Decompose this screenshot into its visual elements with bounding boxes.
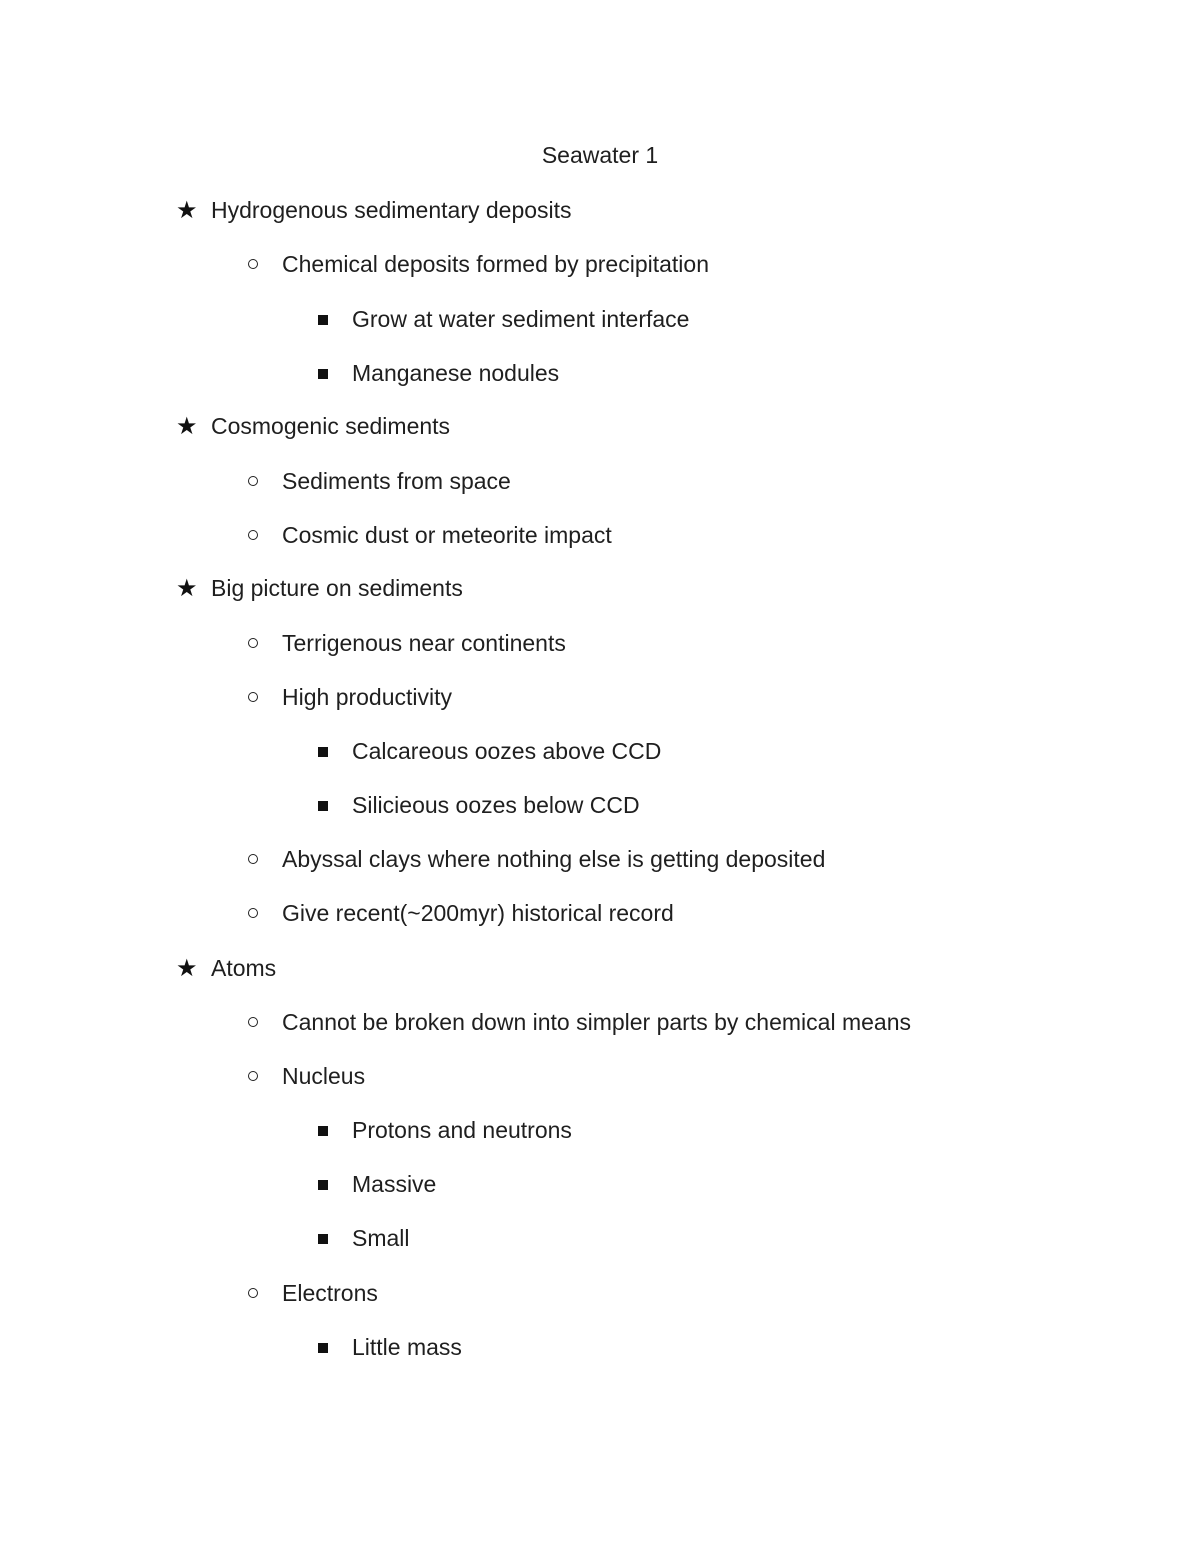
list-item-text: Silicieous oozes below CCD [352,792,640,818]
star-bullet-icon: ★ [176,196,198,224]
list-item-text: Nucleus [282,1063,366,1089]
list-item-text: Big picture on sediments [211,575,463,601]
page-title: Seawater 1 [541,142,659,168]
list-item-text: Atoms [211,955,277,981]
list-item-text: Hydrogenous sedimentary deposits [211,197,572,223]
list-item-text: Chemical deposits formed by precipitation [282,251,709,277]
list-item-text: Massive [352,1171,437,1197]
star-bullet-icon: ★ [176,412,198,440]
list-item-text: Cannot be broken down into simpler parts by chemical means [282,1009,911,1035]
list-item-text: Give recent(~200myr) historical record [282,900,674,926]
circle-bullet-icon [248,898,258,928]
square-bullet-icon [318,790,328,820]
circle-bullet-icon [248,520,258,550]
circle-bullet-icon [248,1278,258,1308]
list-item-text: Calcareous oozes above CCD [352,738,662,764]
square-bullet-icon [318,1223,328,1253]
circle-bullet-icon [248,682,258,712]
square-bullet-icon [318,1332,328,1362]
list-item-text: Little mass [352,1334,462,1360]
square-bullet-icon [318,1115,328,1145]
list-item-text: Abyssal clays where nothing else is getting deposited [282,846,826,872]
star-bullet-icon: ★ [176,954,198,982]
list-item-text: High productivity [282,684,453,710]
circle-bullet-icon [248,1007,258,1037]
square-bullet-icon [318,304,328,334]
list-item-text: Electrons [282,1280,378,1306]
star-bullet-icon: ★ [176,574,198,602]
list-item-text: Small [352,1225,410,1251]
list-item-text: Manganese nodules [352,360,560,386]
circle-bullet-icon [248,844,258,874]
circle-bullet-icon [248,1061,258,1091]
list-item-text: Terrigenous near continents [282,630,566,656]
list-item-text: Cosmic dust or meteorite impact [282,522,612,548]
circle-bullet-icon [248,466,258,496]
square-bullet-icon [318,736,328,766]
list-item-text: Protons and neutrons [352,1117,572,1143]
list-item-text: Cosmogenic sediments [211,413,451,439]
square-bullet-icon [318,1169,328,1199]
square-bullet-icon [318,358,328,388]
circle-bullet-icon [248,628,258,658]
list-item-text: Grow at water sediment interface [352,306,690,332]
circle-bullet-icon [248,249,258,279]
list-item-text: Sediments from space [282,468,511,494]
